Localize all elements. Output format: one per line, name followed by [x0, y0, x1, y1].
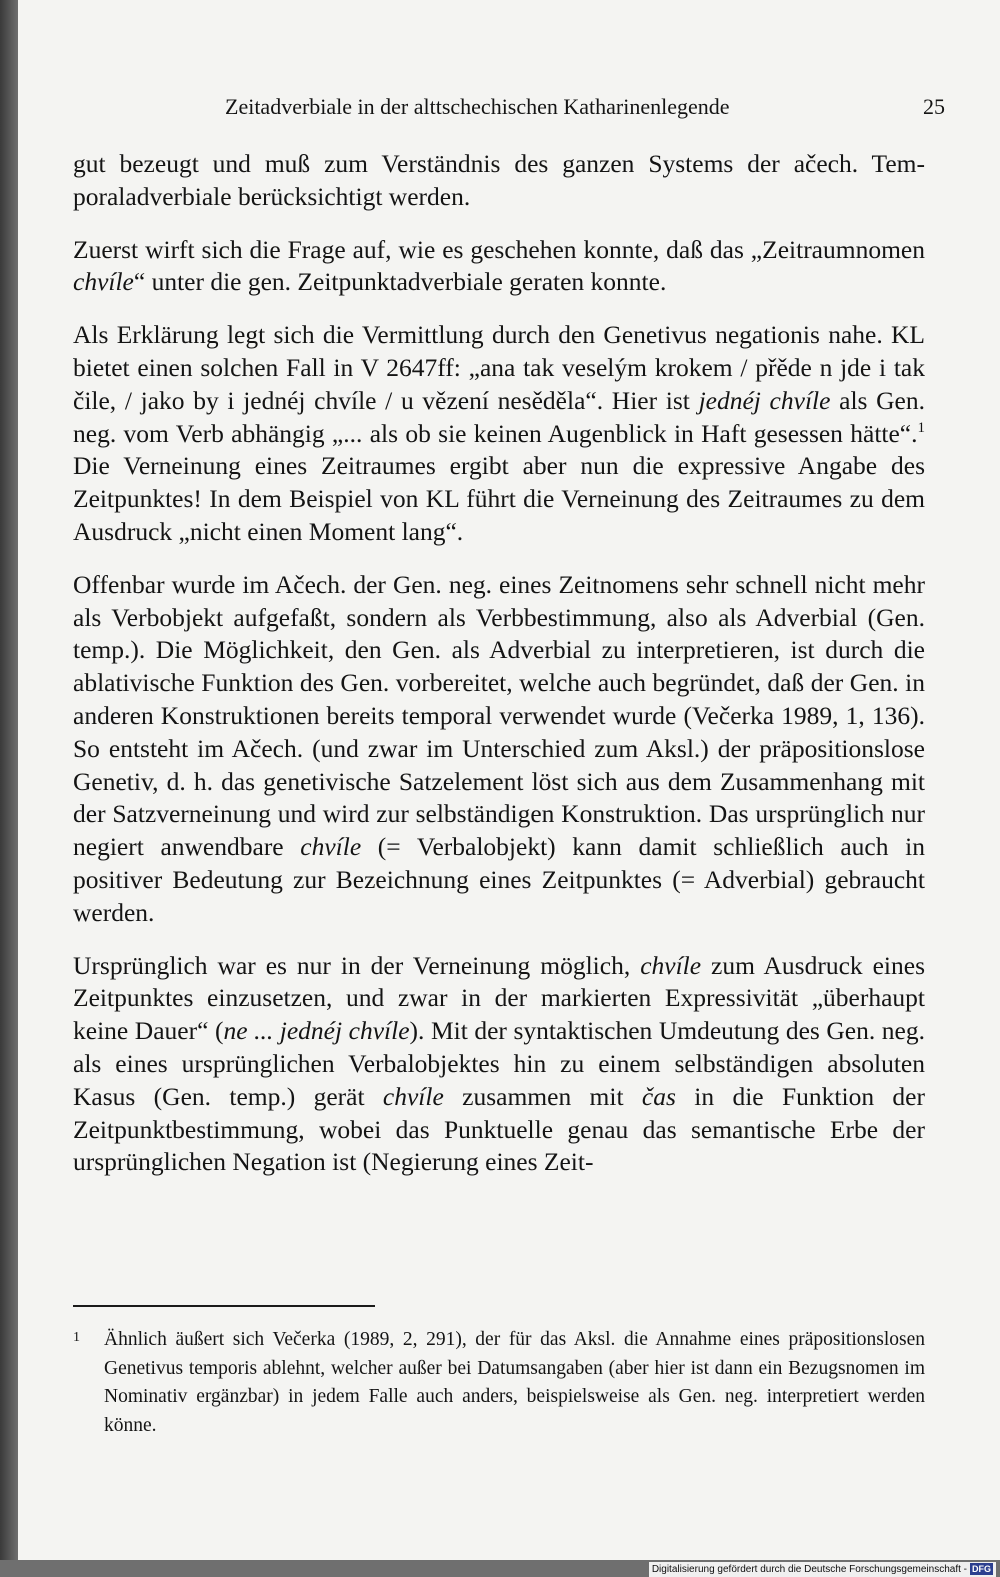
- paragraph: [73, 148, 925, 214]
- text-run: Als Erklärung legt sich die Vermittlung durch den Genetivus negationis nahe. KL bietet einen solchen Fall in V 2647ff: „ana tak veselým krokem / přěde n jde i tak čile, / jako by i jednéj chvíle / u vězení nesěděla“. Hier ist: [73, 320, 925, 415]
- text-run: Zuerst wirft sich die Frage auf, wie es geschehen konnte, daß das „Zeitraumnomen: [73, 234, 925, 264]
- footnote-reference: 1: [917, 419, 925, 436]
- text-run: gut bezeugt und muß zum Verständnis des ganzen Systems der ačech. Temporaladverbiale berücksichtigt werden.: [73, 149, 925, 211]
- footnote-text: Ähnlich äußert sich Večerka (1989, 2, 291), der für das Aksl. die Annahme eines präpositionslosen Genetivus temporis ablehnt, welcher außer bei Datumsangaben (aber hier ist dann ein Bezugsnomen im Nominativ ergänzbar) in jedem Falle auch anders, beispielsweise als Gen. neg. interpretiert werden könne.: [104, 1329, 925, 1436]
- body-text: [73, 148, 925, 1199]
- italic-term: ne ... jednéj chvíle: [223, 1016, 410, 1046]
- italic-term: jednéj chvíle: [698, 385, 831, 415]
- dfg-logo-badge: DFG: [972, 1564, 991, 1574]
- text-run: Offenbar wurde im Ačech. der Gen. neg. eines Zeitnomens sehr schnell nicht mehr als Verbobjekt aufgefaßt, sondern als Verbbestimmung, also als Adverbial (Gen. temp.). Die Möglichkeit, den Gen. als Adverbial zu interpretieren, ist durch die ablativische Funktion des Gen. vorbereitet, welche auch begründet, daß der Gen. in anderen Konstruktionen bereits temporal verwendet wurde (Večerka 1989, 1, 136). So entsteht im Ačech. (und zwar im Unterschied zum Aksl.) der präpositionslose Genetiv, d. h. das genetivische Satzelement löst sich aus dem Zusammenhang mit der Satzverneinung und wird zur selbständigen Konstruktion. Das ursprünglich nur negiert anwendbare: [73, 569, 925, 862]
- text-run: Ursprünglich war es nur in der Verneinung möglich,: [73, 950, 641, 980]
- italic-term: chvíle: [300, 832, 362, 862]
- text-run: ). Mit der syntaktischen Umdeutung des Gen. neg. als eines ursprünglichen Verbalobjektes hin zu einem selbständigen absoluten Kasus (Gen. temp.) gerät: [73, 1016, 925, 1111]
- book-page: [18, 0, 1000, 1560]
- page-number: 25: [923, 94, 945, 119]
- footnote-marker: 1: [73, 1330, 80, 1345]
- paragraph: [73, 234, 925, 300]
- italic-term: chvíle: [73, 267, 134, 297]
- italic-term: chvíle: [382, 1081, 444, 1111]
- text-run: in die Funktion der Zeitpunktbestimmung, wobei das Punktuelle genau das semantische Erbe der ursprünglichen Negation ist (Negierung eines Zeit-: [73, 1081, 925, 1177]
- text-run: zum Ausdruck eines Zeitpunktes einzusetzen, und zwar in der markierten Expressivität „überhaupt keine Dauer“ (: [73, 950, 925, 1046]
- italic-term: čas: [641, 1081, 676, 1111]
- footnote: [73, 1326, 925, 1440]
- text-run: Die Verneinung eines Zeitraumes ergibt aber nun die expressive Angabe des Zeitpunktes! In dem Beispiel von KL führt die Verneinung des Zeitraumes zu dem Ausdruck „nicht einen Moment lang“.: [73, 451, 925, 546]
- credit-text: Digitalisierung gefördert durch die Deutsche Forschungsgemeinschaft -: [651, 1564, 967, 1575]
- text-run: zusammen mit: [443, 1081, 642, 1111]
- footnote-divider: [73, 1305, 375, 1307]
- text-run: “ unter die gen. Zeitpunktadverbiale geraten konnte.: [133, 267, 667, 297]
- paragraph: [73, 569, 925, 930]
- paragraph: [73, 319, 925, 549]
- text-run: (= Verbalobjekt) kann damit schließlich auch in positiver Bedeutung zur Bezeichnung eines Zeitpunktes (= Adverbial) gebraucht werden.: [73, 832, 925, 927]
- italic-term: chvíle: [640, 950, 702, 980]
- paragraph: [73, 950, 925, 1180]
- text-run: als Gen. neg. vom Verb abhängig „... als ob sie keinen Augenblick in Haft gesessen hätte“.: [73, 385, 925, 448]
- running-head-title: Zeitadverbiale in der alttschechischen Katharinenlegende: [225, 94, 730, 119]
- digitization-credit: [649, 1562, 996, 1577]
